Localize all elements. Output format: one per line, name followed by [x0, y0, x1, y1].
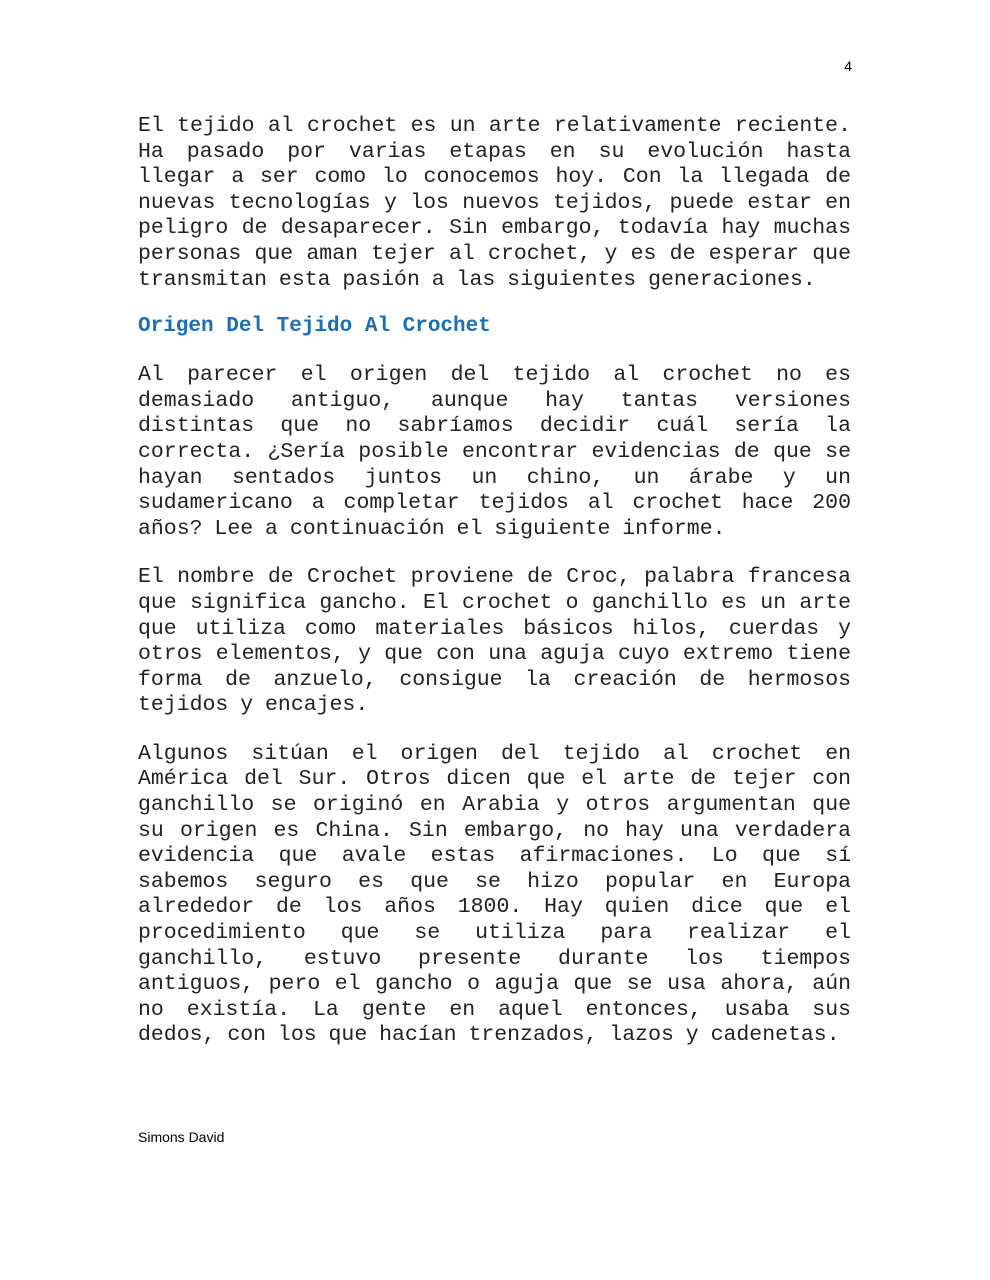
body-paragraph-2: El nombre de Crochet proviene de Croc, palabra francesa que significa gancho. El crochet o ganchillo es un arte que utiliza como materiales básicos hilos, cuerdas y otros elementos, y que con una aguja cuyo extremo tiene forma de anzuelo, consigue la creación de hermosos tejidos y encajes.: [138, 565, 851, 718]
intro-paragraph: El tejido al crochet es un arte relativamente reciente. Ha pasado por varias etapas en su evolución hasta llegar a ser como lo conocemos hoy. Con la llegada de nuevas tecnologías y los nuevos tejidos, puede estar en peligro de desaparecer. Sin embargo, todavía hay muchas personas que aman tejer al crochet, y es de esperar que transmitan esta pasión a las siguientes generaciones.: [138, 114, 851, 292]
body-paragraph-1: Al parecer el origen del tejido al crochet no es demasiado antiguo, aunque hay tantas versiones distintas que no sabríamos decidir cuál sería la correcta. ¿Sería posible encontrar evidencias de que se hayan sentados juntos un chino, un árabe y un sudamericano a completar tejidos al crochet hace 200 años? Lee a continuación el siguiente informe.: [138, 363, 851, 541]
page-body: [138, 114, 851, 1049]
body-paragraph-3: Algunos sitúan el origen del tejido al crochet en América del Sur. Otros dicen que el arte de tejer con ganchillo se originó en Arabia y otros argumentan que su origen es China. Sin embargo, no hay una verdadera evidencia que avale estas afirmaciones. Lo que sí sabemos seguro es que se hizo popular en Europa alrededor de los años 1800. Hay quien dice que el procedimiento que se utiliza para realizar el ganchillo, estuvo presente durante los tiempos antiguos, pero el gancho o aguja que se usa ahora, aún no existía. La gente en aquel entonces, usaba sus dedos, con los que hacían trenzados, lazos y cadenetas.: [138, 741, 851, 1048]
page-number: 4: [844, 58, 852, 74]
page-footer-author: Simons David: [138, 1129, 225, 1145]
section-heading: Origen Del Tejido Al Crochet: [138, 315, 491, 339]
